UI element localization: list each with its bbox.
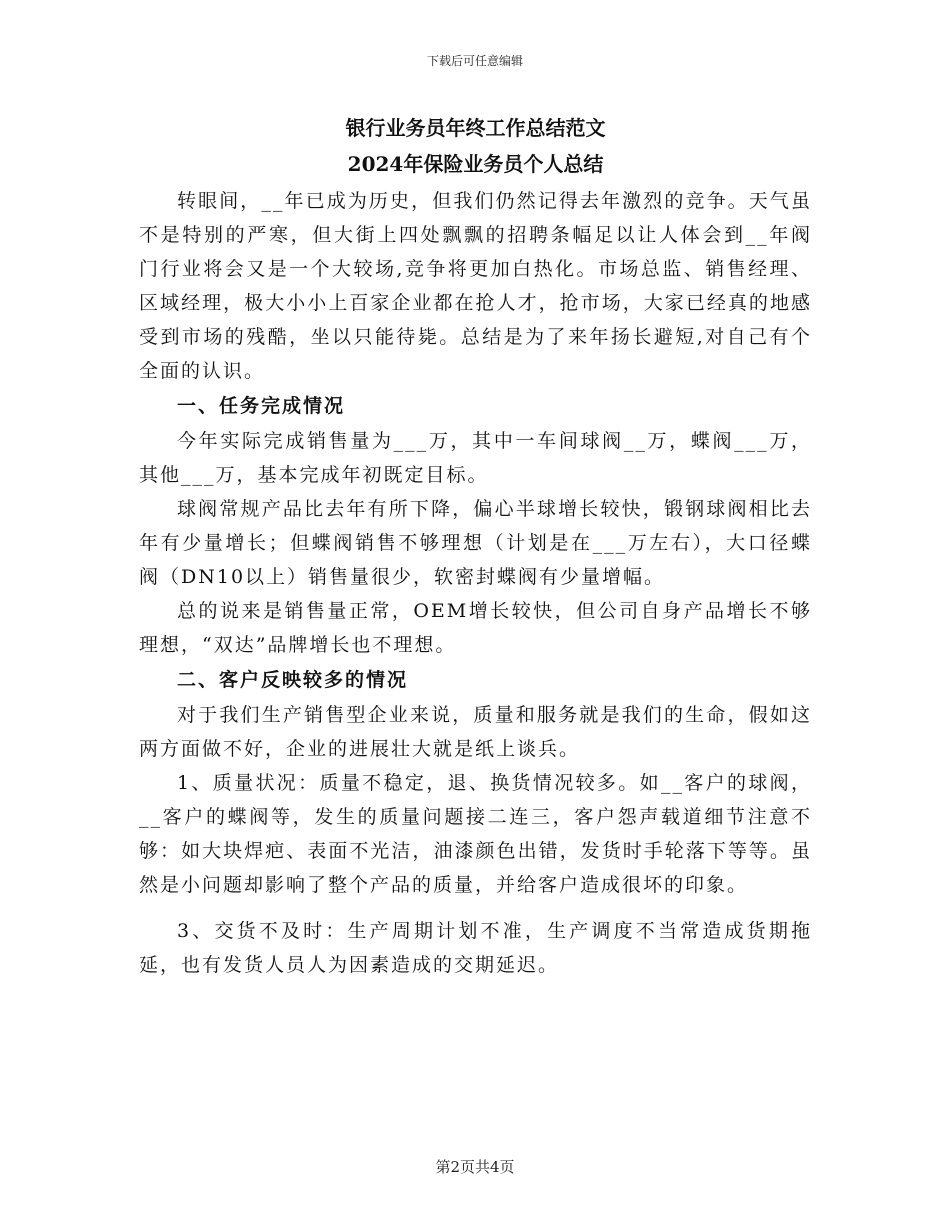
sales-volume-paragraph: 今年实际完成销售量为___万，其中一车间球阀__万，蝶阀___万，其他___万，基本完成年初既定目标。 bbox=[139, 430, 812, 486]
header-note: 下载后可任意编辑 bbox=[426, 54, 523, 68]
quality-service-paragraph: 对于我们生产销售型企业来说，质量和服务就是我们的生命，假如这两方面做不好，企业的进展壮大就是纸上谈兵。 bbox=[139, 704, 812, 760]
product-analysis-paragraph: 球阀常规产品比去年有所下降，偏心半球增长较快，锻钢球阀相比去年有少量增长；但蝶阀销售不够理想（计划是在___万左右），大口径蝶阀（DN10以上）销售量很少，软密封蝶阀有少量增幅。 bbox=[139, 498, 812, 588]
document-body bbox=[139, 110, 812, 982]
page-number: 第2页共4页 bbox=[435, 1158, 515, 1176]
intro-paragraph: 转眼间，__年已成为历史，但我们仍然记得去年激烈的竞争。天气虽不是特别的严寒，但大街上四处飘飘的招聘条幅足以让人体会到__年阀门行业将会又是一个大较场,竞争将更加白热化。市场总监、销售经理、区域经理，极大小小上百家企业都在抢人才，抢市场，大家已经真的地感受到市场的残酷，坐以只能待毙。总结是为了来年扬长避短,对自己有个全面的认识。 bbox=[139, 190, 812, 382]
document-subtitle: 2024年保险业务员个人总结 bbox=[347, 152, 604, 176]
document-title: 银行业务员年终工作总结范文 bbox=[345, 116, 606, 140]
section-heading-task-completion: 一、任务完成情况 bbox=[177, 395, 346, 417]
summary-paragraph: 总的说来是销售量正常，OEM增长较快，但公司自身产品增长不够理想，“双达”品牌增长也不理想。 bbox=[139, 600, 812, 656]
delivery-delay-paragraph: 3、交货不及时：生产周期计划不准，生产调度不当常造成货期拖延，也有发货人员人为因素造成的交期延迟。 bbox=[139, 920, 812, 976]
paragraph-gap bbox=[139, 902, 812, 914]
section-heading-customer-feedback: 二、客户反映较多的情况 bbox=[177, 669, 409, 691]
quality-status-paragraph: 1、质量状况：质量不稳定，退、换货情况较多。如__客户的球阀，__客户的蝶阀等，发生的质量问题接二连三，客户怨声载道细节注意不够：如大块焊疤、表面不光洁，油漆颜色出错，发货时手轮落下等等。虽然是小问题却影响了整个产品的质量，并给客户造成很坏的印象。 bbox=[139, 772, 812, 896]
